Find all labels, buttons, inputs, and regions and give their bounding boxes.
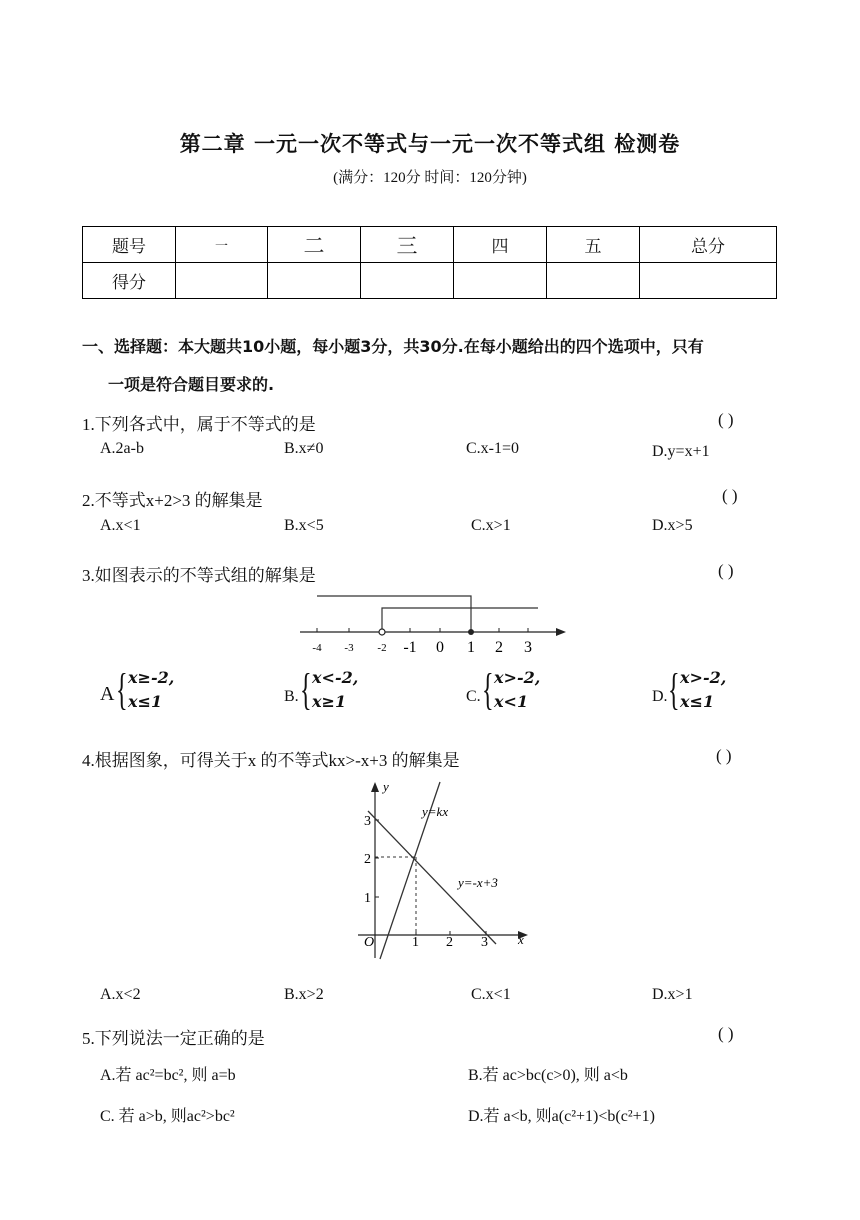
score-table — [82, 226, 777, 299]
score-input-2[interactable] — [268, 263, 361, 299]
open-point-neg2 — [379, 629, 385, 635]
score-table-header-row — [83, 227, 777, 263]
score-table-score-row — [83, 263, 777, 299]
q5-option-a[interactable]: A.若 ac²=bc², 则 a=b — [100, 1067, 236, 1084]
score-cell-1: 一 — [176, 227, 268, 263]
score-input-1[interactable] — [176, 263, 268, 299]
q3-c-inequality-2: x<1 — [494, 692, 529, 711]
question-3-text: 3.如图表示的不等式组的解集是 — [82, 566, 316, 585]
tick-label-neg3: -3 — [344, 642, 354, 654]
q3-a-inequality-2: x≤1 — [128, 692, 163, 711]
q5-option-c[interactable]: C. 若 a>b, 则ac²>bc² — [100, 1108, 235, 1125]
line-graph-figure — [350, 776, 535, 966]
answer-blank-1[interactable]: ( ) — [718, 410, 734, 429]
exam-subtitle: (满分：120分 时间：120分钟) — [333, 170, 527, 186]
answer-blank-5[interactable]: ( ) — [718, 1024, 734, 1043]
score-input-3[interactable] — [361, 263, 454, 299]
brace-icon: { — [116, 665, 128, 714]
answer-blank-4[interactable]: ( ) — [716, 746, 732, 765]
closed-point-1 — [468, 629, 474, 635]
q3-option-d-label[interactable]: D. — [652, 688, 668, 705]
tick-label-0: 0 — [436, 639, 444, 656]
x-tick-2: 2 — [446, 935, 453, 950]
score-input-5[interactable] — [547, 263, 640, 299]
score-cell-5: 五 — [547, 227, 640, 263]
y-tick-3: 3 — [364, 814, 371, 829]
brace-icon: { — [300, 665, 312, 714]
label-y-kx: y=kx — [422, 804, 449, 819]
solution-bracket-left — [317, 596, 471, 632]
q2-option-d[interactable]: D.x>5 — [652, 517, 693, 534]
score-input-total[interactable] — [640, 263, 777, 299]
score-cell-3: 三 — [361, 227, 454, 263]
q3-option-b-label[interactable]: B. — [284, 688, 299, 705]
section-heading-line1: 一、选择题：本大题共10小题，每小题3分，共30分.在每小题给出的四个选项中，只有 — [82, 337, 704, 356]
tick-label-1: 1 — [467, 639, 475, 656]
brace-icon: { — [668, 665, 680, 714]
exam-title: 第二章 一元一次不等式与一元一次不等式组 检测卷 — [179, 132, 681, 156]
y-axis-arrow — [371, 782, 379, 792]
q3-option-c-system[interactable] — [482, 665, 562, 724]
q3-d-inequality-1: x>-2, — [680, 668, 727, 687]
answer-blank-2[interactable]: ( ) — [722, 486, 738, 505]
section-heading-line2: 一项是符合题目要求的. — [108, 375, 275, 394]
q1-option-b[interactable]: B.x≠0 — [284, 440, 324, 457]
q3-option-d-system[interactable] — [668, 665, 748, 724]
q2-option-a[interactable]: A.x<1 — [100, 517, 141, 534]
label-y-neg-x-plus-3: y=-x+3 — [458, 875, 498, 890]
brace-icon: { — [482, 665, 494, 714]
x-tick-1: 1 — [412, 935, 419, 950]
number-line-figure — [290, 588, 580, 658]
tick-label-neg2: -2 — [377, 642, 387, 654]
q2-option-c[interactable]: C.x>1 — [471, 517, 511, 534]
score-cell-label: 题号 — [83, 227, 176, 263]
question-1-text: 1.下列各式中，属于不等式的是 — [82, 415, 316, 434]
y-tick-1: 1 — [364, 891, 371, 906]
score-cell-4: 四 — [454, 227, 547, 263]
tick-label-neg4: -4 — [312, 642, 322, 654]
q3-option-c-label[interactable]: C. — [466, 688, 481, 705]
q3-option-b-system[interactable] — [300, 665, 380, 724]
origin-label: O — [364, 935, 375, 950]
number-line-arrow — [556, 628, 566, 636]
q4-option-d[interactable]: D.x>1 — [652, 986, 693, 1003]
score-cell-total: 总分 — [640, 227, 777, 263]
tick-label-3: 3 — [524, 639, 532, 656]
q3-option-a-system[interactable] — [116, 665, 196, 724]
y-axis-label: y — [383, 779, 389, 794]
q5-option-d[interactable]: D.若 a<b, 则a(c²+1)<b(c²+1) — [468, 1108, 655, 1125]
y-tick-2: 2 — [364, 852, 371, 867]
score-input-4[interactable] — [454, 263, 547, 299]
score-row-label: 得分 — [83, 263, 176, 299]
q3-b-inequality-1: x<-2, — [312, 668, 359, 687]
q1-option-a[interactable]: A.2a-b — [100, 440, 144, 457]
q3-option-a-label[interactable]: A — [100, 683, 115, 705]
answer-blank-3[interactable]: ( ) — [718, 561, 734, 580]
q1-option-d[interactable]: D.y=x+1 — [652, 443, 710, 460]
question-2-text: 2.不等式x+2>3 的解集是 — [82, 491, 263, 510]
q3-d-inequality-2: x≤1 — [680, 692, 715, 711]
q3-a-inequality-1: x≥-2, — [128, 668, 175, 687]
q5-option-b[interactable]: B.若 ac>bc(c>0), 则 a<b — [468, 1067, 628, 1084]
score-cell-2: 二 — [268, 227, 361, 263]
q4-option-c[interactable]: C.x<1 — [471, 986, 511, 1003]
q2-option-b[interactable]: B.x<5 — [284, 517, 324, 534]
x-tick-3: 3 — [481, 935, 488, 950]
q4-option-b[interactable]: B.x>2 — [284, 986, 324, 1003]
q3-c-inequality-1: x>-2, — [494, 668, 541, 687]
q1-option-c[interactable]: C.x-1=0 — [466, 440, 520, 457]
x-axis-label: x — [518, 932, 524, 947]
q3-b-inequality-2: x≥1 — [312, 692, 347, 711]
question-4-text: 4.根据图象，可得关于x 的不等式kx>-x+3 的解集是 — [82, 751, 460, 770]
tick-label-neg1: -1 — [403, 639, 417, 656]
q4-option-a[interactable]: A.x<2 — [100, 986, 141, 1003]
question-5-text: 5.下列说法一定正确的是 — [82, 1029, 265, 1048]
tick-label-2: 2 — [495, 639, 503, 656]
solution-bracket-right — [382, 608, 538, 632]
